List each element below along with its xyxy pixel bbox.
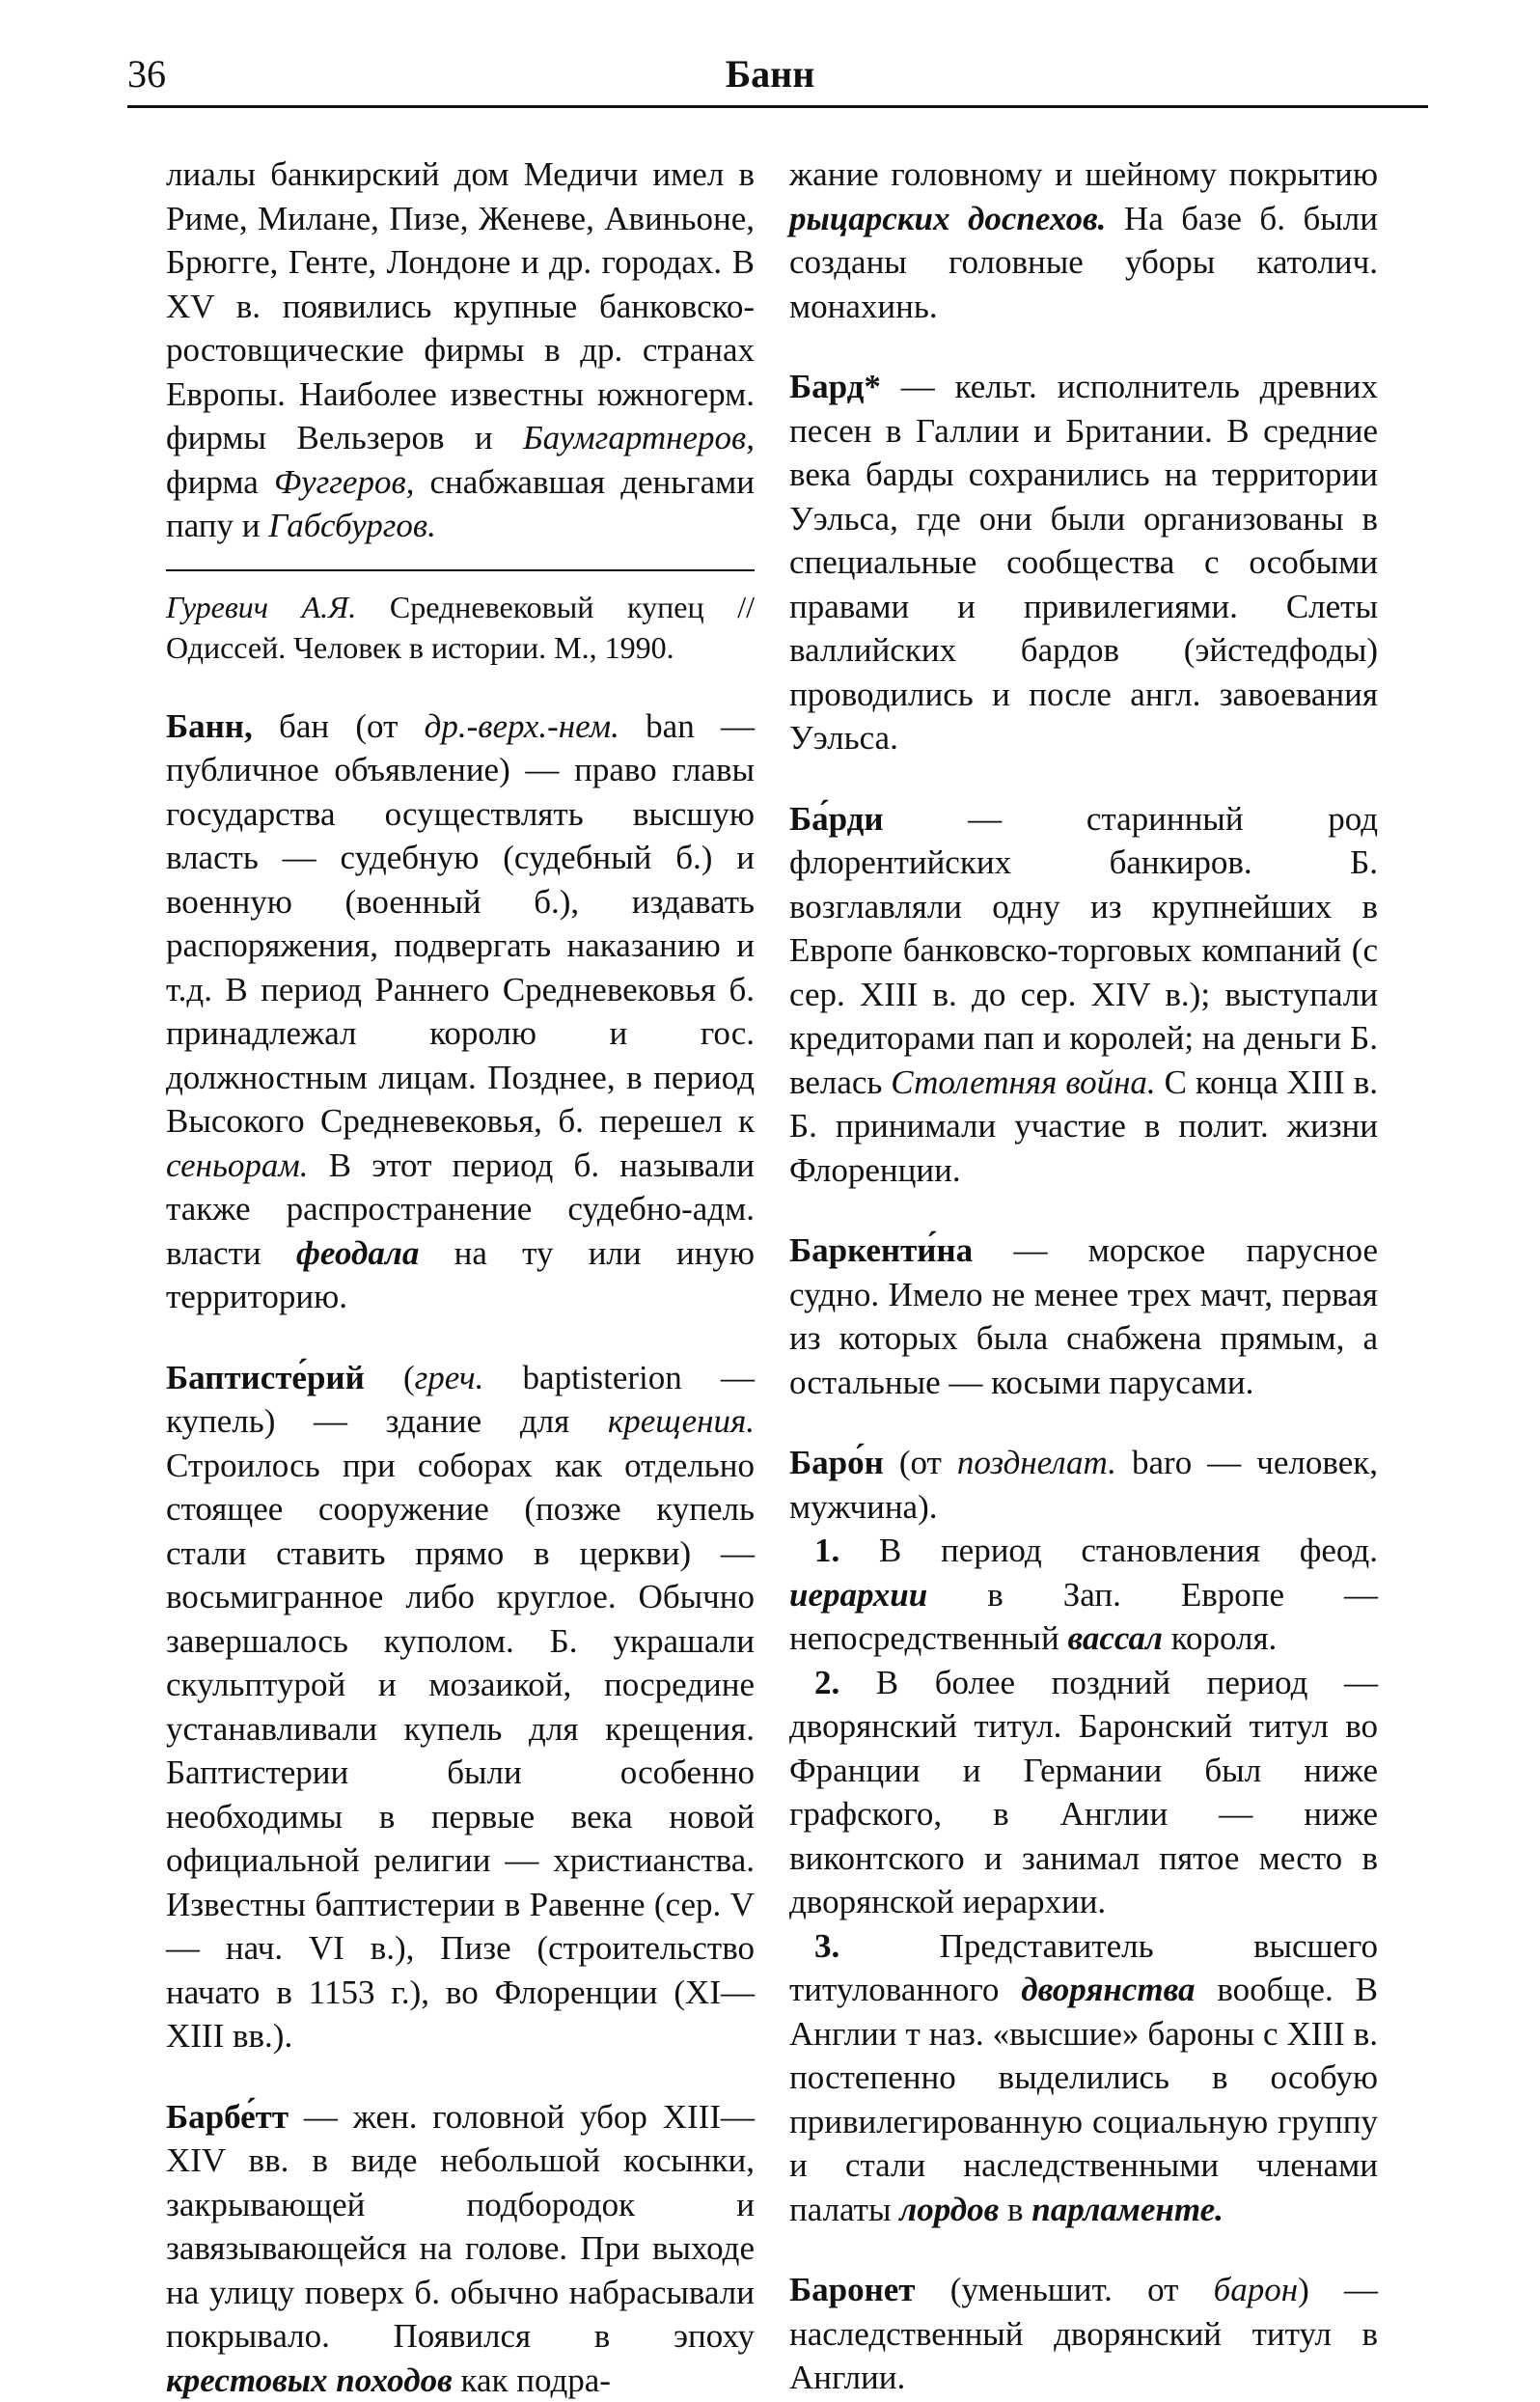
- entry-baron-sense-3: 3. Представитель высшего титулованного дворянства вообще. В Англии т наз. «высшие» бароны с XIII в. постепенно выделились в особую привилегированную социальную группу и стали наследственными членами палаты лордов в парламенте.: [789, 1924, 1378, 2232]
- entry-barkentina: Баркенти́на — морское парусное судно. Имело не менее трех мачт, первая из которых была снабжена прямым, а остальные — косыми парусами.: [789, 1229, 1378, 1404]
- entry-baron: Баро́н (от позднелат. baro — человек, мужчина).: [789, 1441, 1378, 1529]
- literature-divider: [166, 569, 755, 571]
- literature-reference: Гуревич А.Я. Средневековый купец // Одиссей. Человек в истории. М., 1990.: [166, 587, 755, 668]
- entry-barbett-continuation: жание головному и шейному покрытию рыцарских доспехов. На базе б. были созданы головные уборы католич. монахинь.: [789, 152, 1378, 328]
- entry-baron-sense-1: 1. В период становления феод. иерархии в Зап. Европе — непосредственный вассал короля.: [789, 1529, 1378, 1661]
- entry-bard: Бард* — кельт. исполнитель древних песен в Галлии и Британии. В средние века барды сохранились на территории Уэльса, где они были организованы в специальные сообщества с особыми правами и привилегиями. Слеты валлийских бардов (эйстедфоды) проводились и после англ. завоевания Уэльса.: [789, 365, 1378, 760]
- entry-baron-sense-2: 2. В более поздний период — дворянский титул. Баронский титул во Франции и Германии был ниже графского, в Англии — ниже виконтского и занимал пятое место в дворянской иерархии.: [789, 1661, 1378, 1924]
- entry-continuation: лиалы банкирский дом Медичи имел в Риме, Милане, Пизе, Женеве, Авиньоне, Брюгге, Генте, Лондоне и др. городах. В XV в. появились крупные банковско-ростовщические фирмы в др. странах Европы. Наиболее известны южногерм. фирмы Вельзеров и Баумгартнеров, фирма Фуггеров, снабжавшая деньгами папу и Габсбургов.: [166, 152, 755, 548]
- left-column: [166, 152, 755, 2402]
- entry-baronet: Баронет (уменьшит. от барон) — наследственный дворянский титул в Англии.: [789, 2268, 1378, 2400]
- entry-bardi: Ба́рди — старинный род флорентийских банкиров. Б. возглавляли одну из крупнейших в Европе банковско-торговых компаний (с сер. XIII в. до сер. XIV в.); выступали кредиторами пап и королей; на деньги Б. велась Столетняя война. С конца XIII в. Б. принимали участие в полит. жизни Флоренции.: [789, 797, 1378, 1193]
- entry-baptisterij: Баптисте́рий (греч. baptisterion — купель) — здание для крещения. Строилось при соборах как отдельно стоящее сооружение (позже купель стали ставить прямо в церкви) — восьмигранное либо круглое. Обычно завершалось куполом. Б. украшали скульптурой и мозаикой, посредине устанавливали купель для крещения. Баптистерии были особенно необходимы в первые века новой официальной религии — христианства. Известны баптистерии в Равенне (сер. V — нач. VI в.), Пизе (строительство начато в 1153 г.), во Флоренции (XI—XIII вв.).: [166, 1356, 755, 2058]
- header-rule: [127, 105, 1428, 108]
- running-head: [127, 48, 1413, 100]
- page-number: 36: [127, 48, 166, 100]
- running-head-word: Банн: [127, 48, 1413, 100]
- entry-bann: Банн, бан (от др.-верх.-нем. ban — публичное объявление) — право главы государства осуществлять высшую власть — судебную (судебный б.) и военную (военный б.), издавать распоряжения, подвергать наказанию и т.д. В период Раннего Средневековья б. принадлежал королю и гос. должностным лицам. Позднее, в период Высокого Средневековья, б. перешел к сеньорам. В этот период б. называли также распространение судебно-адм. власти феодала на ту или иную территорию.: [166, 704, 755, 1319]
- entry-barbett: Барбе́тт — жен. головной убор XIII—XIV вв. в виде небольшой косынки, закрывающей подбородок и завязывающейся на голове. При выходе на улицу поверх б. обычно набрасывали покрывало. Появился в эпоху крестовых походов как подра-: [166, 2095, 755, 2402]
- right-column: [789, 152, 1378, 2400]
